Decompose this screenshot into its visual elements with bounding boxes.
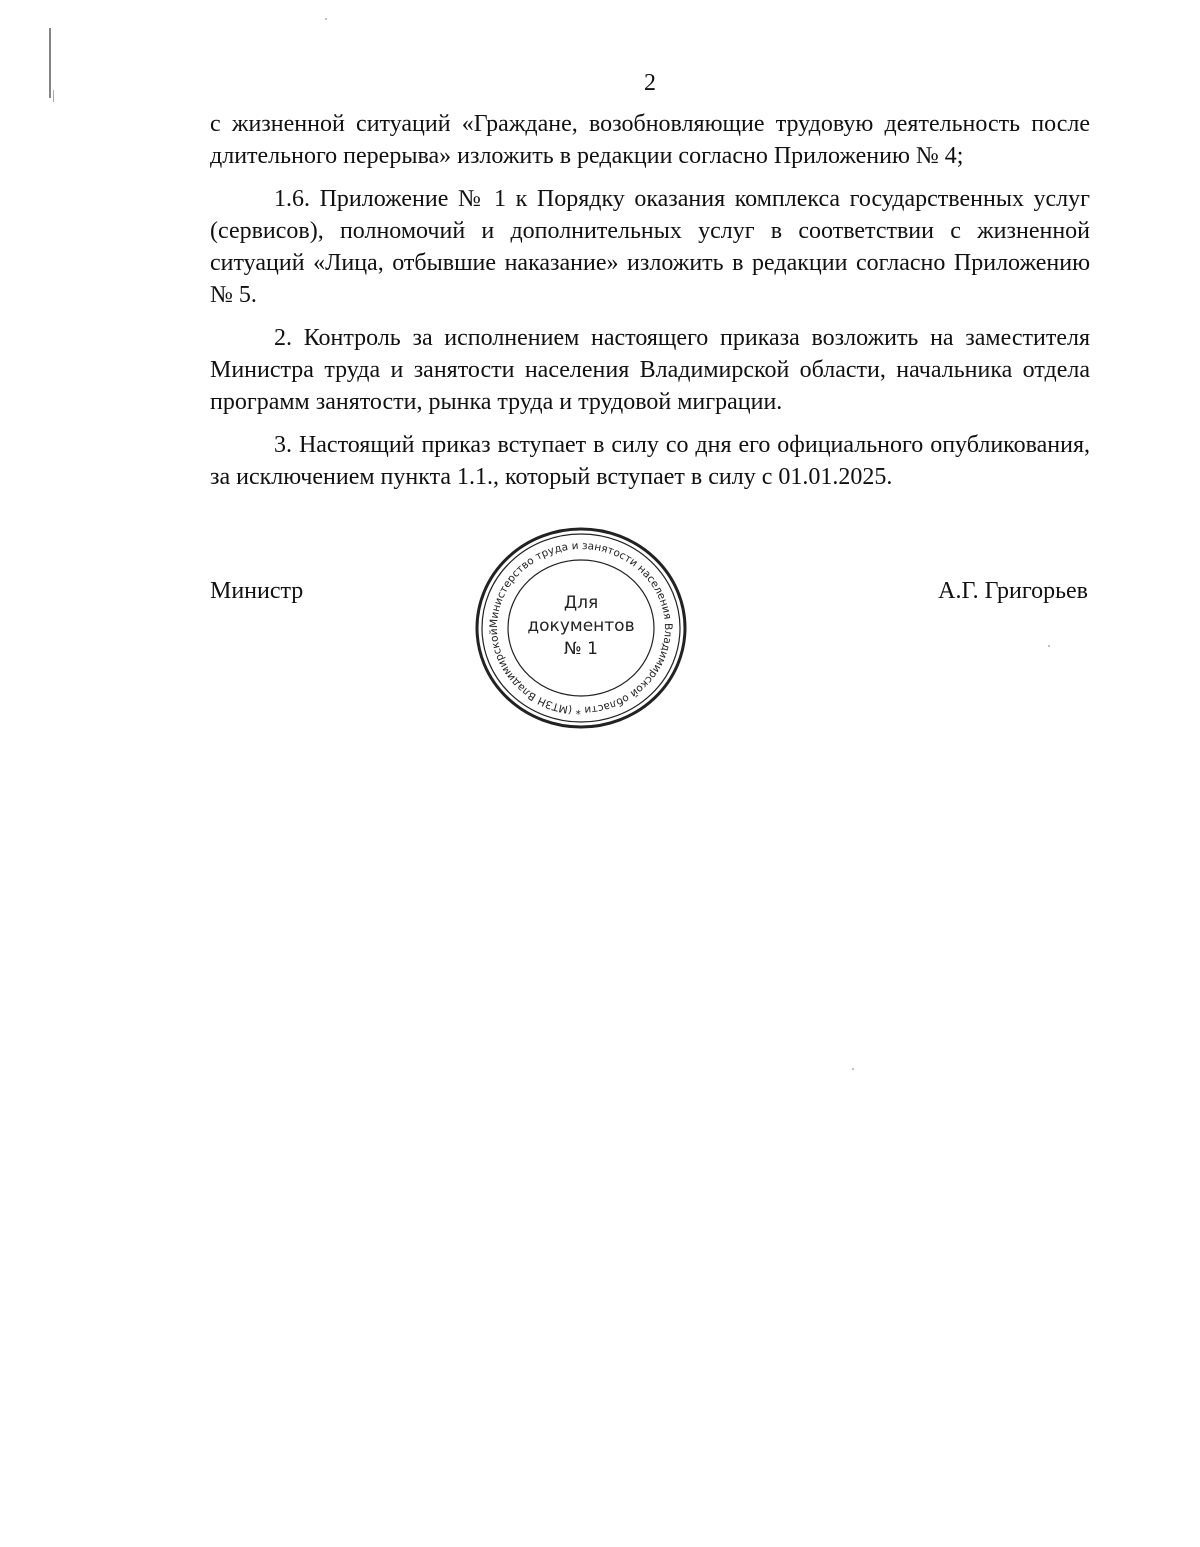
scan-speck bbox=[852, 1068, 854, 1070]
paragraph-continuation: с жизненной ситуаций «Граждане, возобновляющие трудовую деятельность после длительного перерыва» изложить в редакции согласно Приложению № 4; bbox=[210, 111, 1090, 169]
paragraph-item-2: 2. Контроль за исполнением настоящего приказа возложить на заместителя Министра труда и занятости населения Владимирской области, начальника отдела программ занятости, рынка труда и трудовой миграции. bbox=[210, 325, 1090, 415]
scan-speck bbox=[325, 18, 327, 20]
seal-center-line: Для bbox=[563, 593, 599, 613]
signatory-name: А.Г. Григорьев bbox=[938, 578, 1088, 604]
seal-center-line: № 1 bbox=[564, 639, 598, 659]
seal-ring-text: Министерство труда и занятости населения Владимирской области * (МТЗН Владимирской bbox=[487, 539, 675, 717]
seal-center-line: документов bbox=[527, 616, 635, 636]
signatory-title: Министр bbox=[210, 578, 304, 604]
document-body bbox=[210, 108, 1090, 504]
official-seal bbox=[473, 525, 689, 731]
page-number: 2 bbox=[644, 70, 656, 96]
paragraph-item-3: 3. Настоящий приказ вступает в силу со дня его официального опубликования, за исключением пункта 1.1., который вступает в силу с 01.01.2025. bbox=[210, 432, 1090, 490]
scan-speck bbox=[1048, 645, 1050, 647]
paragraph-item-1-6: 1.6. Приложение № 1 к Порядку оказания комплекса государственных услуг (сервисов), полномочий и дополнительных услуг в соответствии с жизненной ситуаций «Лица, отбывшие наказание» изложить в редакции согласно Приложению № 5. bbox=[210, 186, 1090, 308]
